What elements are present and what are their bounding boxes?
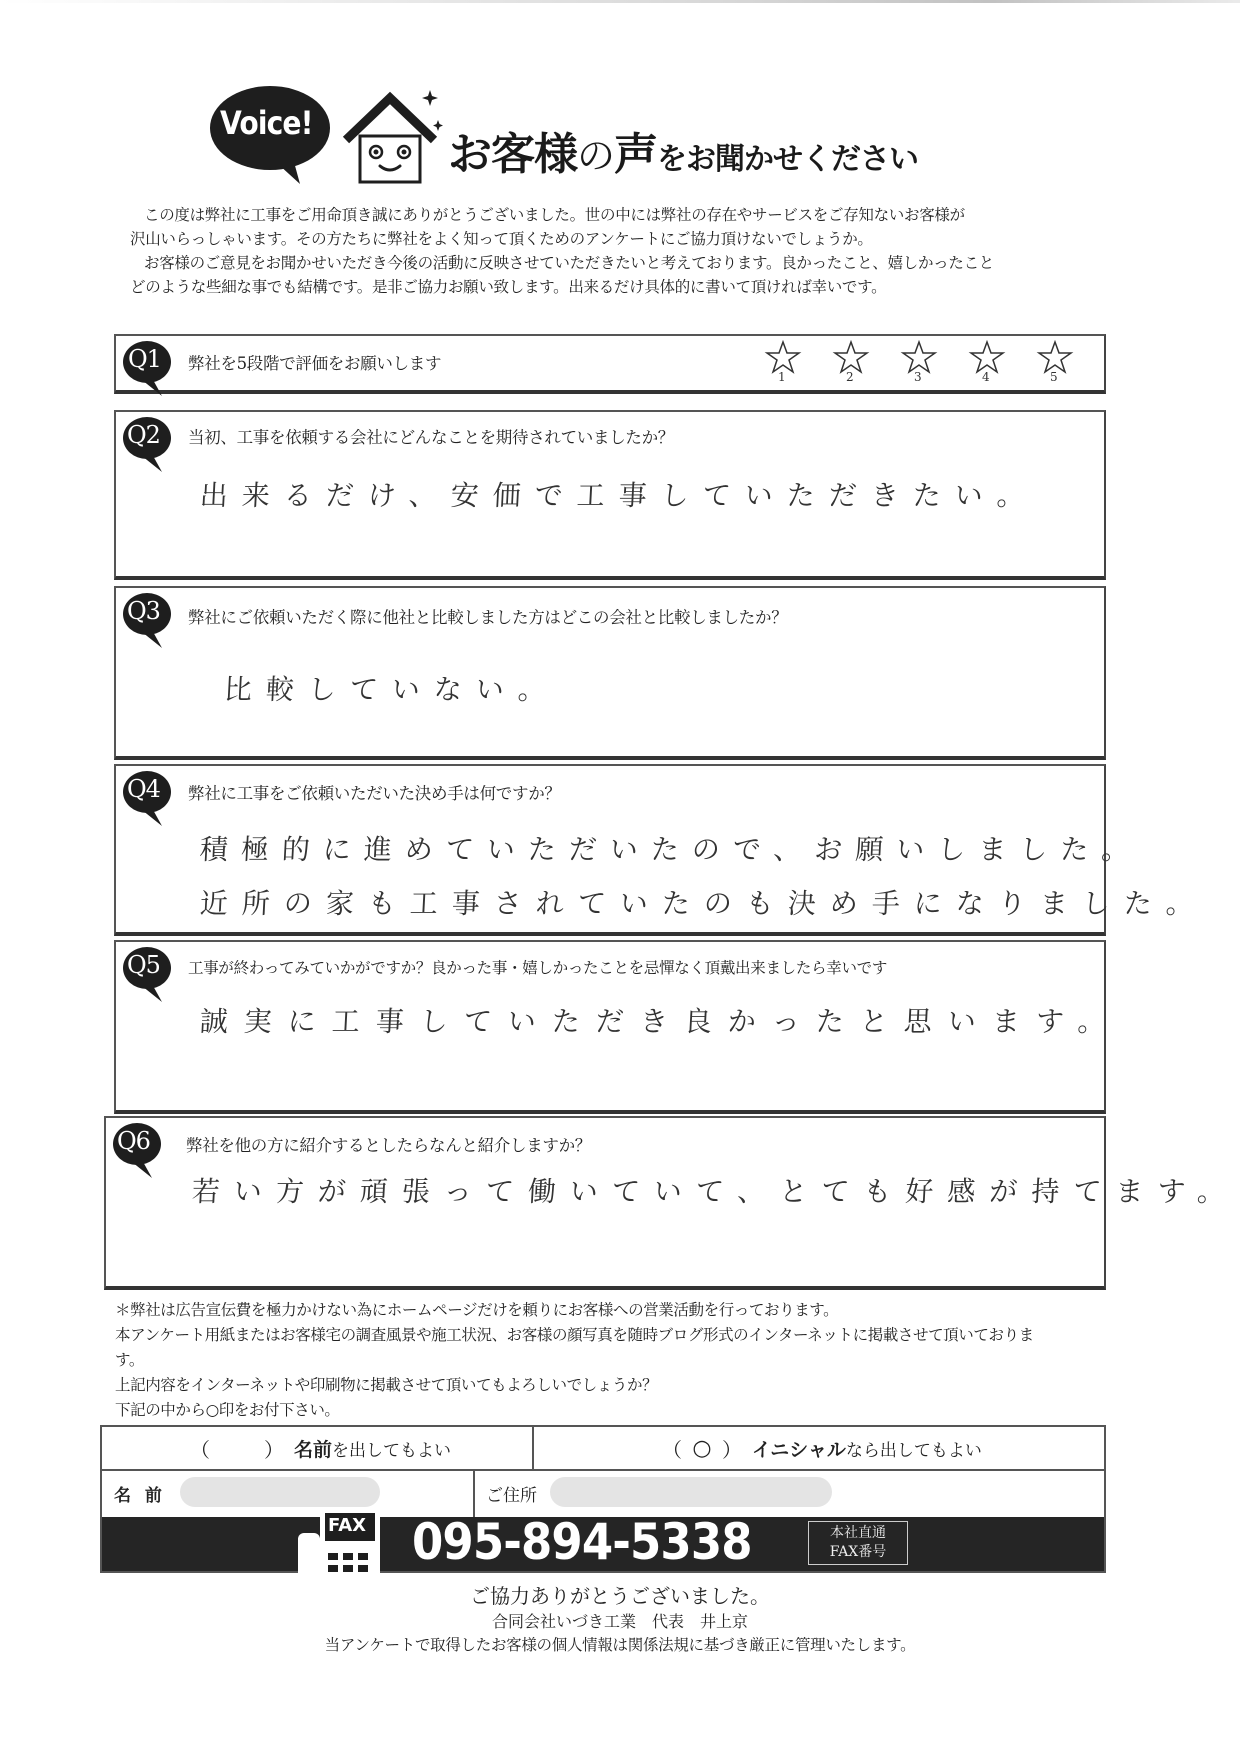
q1-badge: Q1	[122, 340, 172, 390]
publication-notes: ＊弊社は広告宣伝費を極力かけない為にホームページだけを頼りにお客様への営業活動を行っております。 本アンケート用紙またはお客様宅の調査風景や施工状況、お客様の顔写真を随時ブログ形式のインターネットに掲載させて頂いておりま す。 上記内容をインターネットや印刷物に掲載させて頂いてもよろしいでしょうか？ 下記の中から○印をお付下さい。	[115, 1301, 1034, 1419]
fax-number: 095-894-5338	[412, 1513, 752, 1571]
consent-option-initial[interactable]: （ ○ ） イニシャル なら出してもよい	[662, 1435, 982, 1462]
voice-badge-text: Voice!	[220, 104, 313, 142]
star-icon	[1036, 340, 1074, 374]
rating-star-4[interactable]: 4	[966, 340, 1008, 388]
handwritten-answer: 出来るだけ、安価で工事していただきたい。	[199, 479, 1040, 512]
page-title: お客様の声をお聞かせください	[448, 129, 919, 180]
option-initial-circle-mark[interactable]: ○	[692, 1435, 712, 1461]
rating-star-5[interactable]: 5	[1034, 340, 1076, 388]
question-text: 弊社を5段階で評価をお願いします	[188, 354, 442, 373]
sparkle-icon	[422, 90, 438, 106]
address-field-redacted[interactable]	[550, 1477, 832, 1507]
intro-paragraph: この度は弊社に工事をご用命頂き誠にありがとうございました。世の中には弊社の存在やサービスをご存知ないお客様が 沢山いらっしゃいます。その方たちに弊社をよく知って頂くためのアンケートにご協力頂けないでしょうか。 お客様のご意見をお聞かせいただき今後の活動に反映させていただきたいと考えております。良かったこと、嬉しかったこと どのような些細な事でも結構です。是非ご協力お願い致します。出来るだけ具体的に書いて頂ければ幸いです。	[130, 206, 994, 296]
fax-direct-tag: 本社直通 FAX番号	[808, 1521, 908, 1565]
fax-bar	[102, 1513, 1104, 1571]
q3-badge: Q3	[122, 592, 172, 642]
question-box-q1	[114, 334, 1106, 394]
company-name: 合同会社いづき工業 代表 井上京	[491, 1612, 748, 1631]
star-icon	[968, 340, 1006, 374]
sparkle-icon	[433, 120, 443, 131]
rating-star-3[interactable]: 3	[898, 340, 940, 388]
handwritten-answer-line-2: 近所の家も工事されていたのも決め手になりました。	[199, 887, 1209, 920]
q5-badge: Q5	[122, 946, 172, 996]
question-text: 弊社にご依頼いただく際に他社と比較しました方はどこの会社と比較しましたか？	[188, 608, 788, 627]
question-text: 工事が終わってみていかがですか？良かった事・嬉しかったことを忌憚なく頂戴出来ましたら幸いです	[188, 959, 888, 977]
star-icon	[764, 340, 802, 374]
handwritten-answer: 若い方が頑張って働いていて、とても好感が持てます。	[191, 1175, 1240, 1208]
question-text: 弊社に工事をご依頼いただいた決め手は何ですか？	[188, 784, 561, 803]
privacy-notice: 当アンケートで取得したお客様の個人情報は関係法規に基づき厳正に管理いたします。	[324, 1636, 916, 1654]
q4-badge: Q4	[122, 770, 172, 820]
smiling-house-icon	[338, 88, 448, 188]
address-label: ご住所	[486, 1486, 537, 1506]
info-divider	[473, 1469, 475, 1517]
question-box-q2	[114, 410, 1106, 580]
consent-option-name[interactable]: （ ） 名前 を出してもよい	[190, 1437, 452, 1462]
name-label: 名 前	[114, 1486, 166, 1506]
scan-edge-line	[0, 0, 1240, 3]
question-text: 弊社を他の方に紹介するとしたらなんと紹介しますか？	[186, 1136, 592, 1155]
question-box-q4	[114, 764, 1209, 936]
name-field-redacted[interactable]	[180, 1477, 380, 1507]
star-icon	[900, 340, 938, 374]
rating-stars	[762, 340, 1076, 388]
handwritten-answer: 誠実に工事していただき良かったと思います。	[199, 1005, 1123, 1038]
rating-star-1[interactable]: 1	[762, 340, 804, 388]
star-icon	[832, 340, 870, 374]
consent-divider	[532, 1427, 534, 1469]
handwritten-answer: 比較していない。	[223, 673, 561, 706]
question-box-q6	[104, 1116, 1240, 1290]
fax-machine-icon: FAX	[298, 1509, 386, 1579]
question-box-q5	[114, 940, 1123, 1114]
voice-speech-bubble	[208, 84, 348, 184]
rating-star-2[interactable]: 2	[830, 340, 872, 388]
question-text: 当初、工事を依頼する会社にどんなことを期待されていましたか？	[188, 428, 675, 447]
handwritten-answer-line-1: 積極的に進めていただいたので、お願いしました。	[199, 833, 1144, 866]
consent-table	[100, 1425, 1106, 1573]
question-box-q3	[114, 586, 1106, 760]
customer-info-row	[102, 1469, 1104, 1517]
q6-badge: Q6	[112, 1122, 162, 1172]
thanks-message: ご協力ありがとうございました。	[470, 1584, 770, 1608]
q2-badge: Q2	[122, 416, 172, 466]
consent-options-row	[102, 1427, 1104, 1471]
